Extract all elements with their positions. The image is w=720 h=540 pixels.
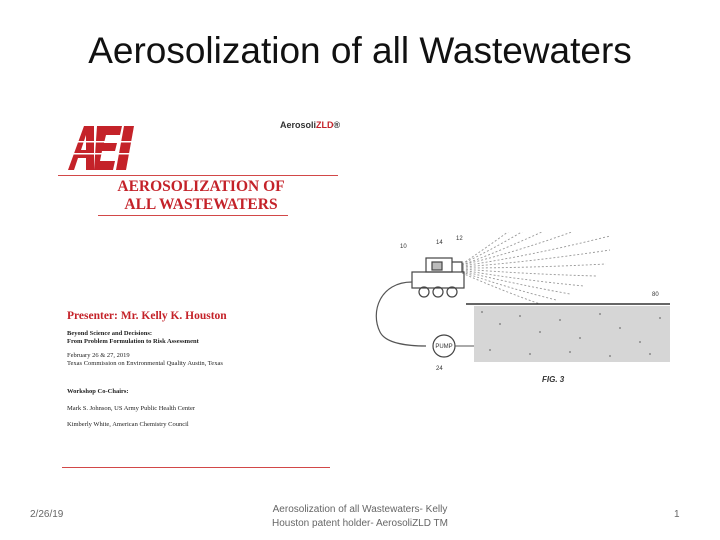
header-rule [58,175,338,176]
label-80: 80 [652,292,659,298]
footer-title-line1: Aerosolization of all Wastewaters- Kelly [272,504,448,515]
cochair-1: Mark S. Johnson, US Army Public Health Center [67,405,196,412]
document-image [58,112,344,500]
slide-title: Aerosolization of all Wastewaters [88,30,632,71]
label-12: 12 [456,236,463,242]
label-10: 10 [400,244,407,250]
subtitle-line1: Beyond Science and Decisions: [67,330,153,337]
footer-date: 2/26/19 [30,509,64,520]
aerosolizld-brand: AerosoliZLD® [280,120,341,130]
footer-title [230,503,490,531]
label-24: 24 [436,366,443,372]
vehicle-icon [412,258,464,297]
label-14: 14 [436,240,443,246]
presenter-name: Presenter: Mr. Kelly K. Houston [67,310,227,322]
soil-bed [466,304,670,362]
pump-icon [433,335,455,357]
footer-title-line2: Houston patent holder- AerosoliZLD TM [271,518,448,529]
cochairs-heading: Workshop Co-Chairs: [67,388,129,395]
aei-logo [64,124,140,170]
cochair-2: Kimberly White, American Chemistry Council [67,421,189,428]
title-underline [98,215,288,216]
footer-rule [62,467,330,468]
document-title [58,178,344,214]
event-date: February 26 & 27, 2019 [67,352,130,359]
svg-text:PUMP: PUMP [435,344,453,350]
document-title-line1: AEROSOLIZATION OF [117,178,285,195]
event-venue: Texas Commission on Environmental Quality Austin, Texas [67,360,223,367]
page-number: 1 [674,509,680,520]
subtitle-line2: From Problem Formulation to Risk Assessment [67,338,199,345]
figure-caption: FIG. 3 [542,375,565,384]
patent-figure [370,232,670,444]
document-title-line2: ALL WASTEWATERS [124,196,278,213]
spray-lines [462,232,610,304]
